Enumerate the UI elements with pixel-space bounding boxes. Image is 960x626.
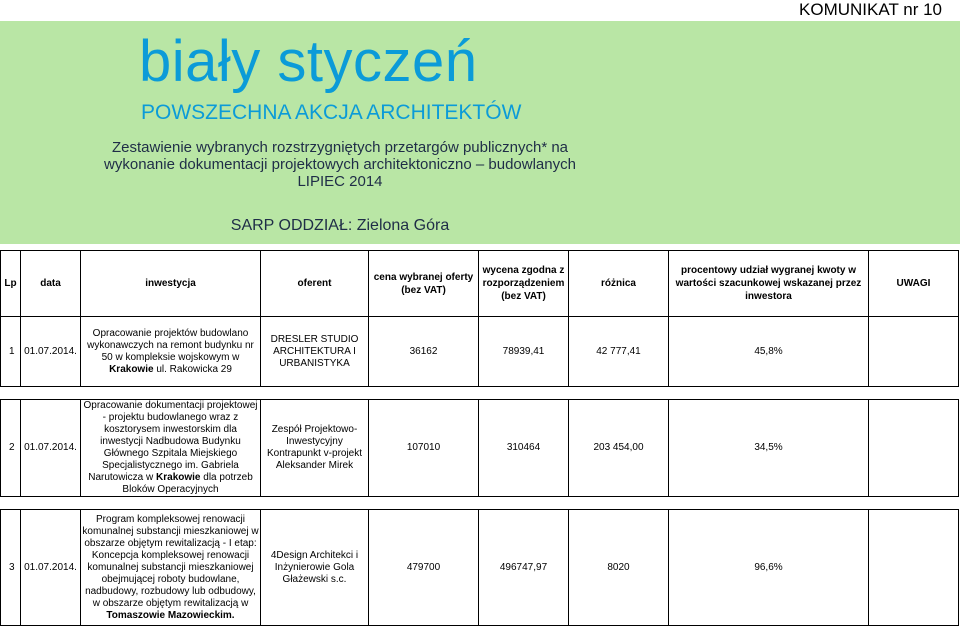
cell-date: 01.07.2014. (21, 317, 81, 387)
investment-text: Program kompleksowej renowacji komunalnej substancji mieszkaniowej w obszarze objętym rewitalizacją - I etap: Koncepcja kompleksowej renowacji komunalnej substancji mieszkaniowej obejmującej roboty budowlane, nadbudowy, rozbudowy lub odbudowy, w obszarze objętym rewitalizacją w (82, 513, 259, 609)
description-line: Zestawienie wybranych rozstrzygniętych przetargów publicznych* na (111, 139, 569, 156)
cell-lp: 2 (1, 400, 21, 497)
row-spacer (1, 497, 959, 510)
cell-estimate: 310464 (479, 400, 569, 497)
cell-price: 36162 (369, 317, 479, 387)
cell-price: 107010 (369, 400, 479, 497)
col-percent: procentowy udział wygranej kwoty w wartości szacunkowej wskazanej przez inwestora (669, 251, 869, 317)
description-line: LIPIEC 2014 (297, 173, 383, 190)
cell-percent: 96,6% (669, 510, 869, 626)
cell-estimate: 78939,41 (479, 317, 569, 387)
row-spacer (1, 387, 959, 400)
col-estimate: wycena zgodna z rozporządzeniem (bez VAT) (479, 251, 569, 317)
branch-title: SARP ODDZIAŁ: Zielona Góra (230, 217, 450, 234)
investment-city: Tomaszowie Mazowieckim. (106, 609, 235, 621)
campaign-title: biały styczeń (139, 29, 478, 94)
investment-text: ul. Rakowicka 29 (153, 363, 232, 375)
cell-percent: 45,8% (669, 317, 869, 387)
cell-diff: 8020 (569, 510, 669, 626)
cell-investment (81, 510, 261, 626)
cell-notes (869, 317, 959, 387)
table-row (1, 400, 959, 497)
cell-date: 01.07.2014. (21, 400, 81, 497)
komunikat-label: KOMUNIKAT nr 10 (799, 0, 942, 19)
cell-bidder: DRESLER STUDIO ARCHITEKTURA I URBANISTYKA (261, 317, 369, 387)
investment-city: Krakowie (109, 363, 154, 375)
cell-investment (81, 317, 261, 387)
cell-investment (81, 400, 261, 497)
investment-text: Opracowanie projektów budowlano wykonawczych na remont budynku nr 50 w kompleksie wojskowym w (87, 327, 254, 363)
col-investment: inwestycja (81, 251, 261, 317)
campaign-subtitle: POWSZECHNA AKCJA ARCHITEKTÓW (141, 101, 522, 124)
cell-diff: 203 454,00 (569, 400, 669, 497)
col-notes: UWAGI (869, 251, 959, 317)
investment-text: dla potrzeb Bloków Operacyjnych (122, 472, 253, 495)
col-bidder: oferent (261, 251, 369, 317)
investment-city: Krakowie (156, 472, 201, 483)
cell-notes (869, 400, 959, 497)
cell-bidder: 4Design Architekci i Inżynierowie Gola Głażewski s.c. (261, 510, 369, 626)
cell-price: 479700 (369, 510, 479, 626)
cell-lp: 1 (1, 317, 21, 387)
cell-date: 01.07.2014. (21, 510, 81, 626)
col-date: data (21, 251, 81, 317)
cell-percent: 34,5% (669, 400, 869, 497)
col-lp: Lp (1, 251, 21, 317)
results-table (0, 250, 959, 626)
col-price: cena wybranej oferty (bez VAT) (369, 251, 479, 317)
investment-text: Opracowanie dokumentacji projektowej - projektu budowlanego wraz z kosztorysem inwestorskim dla inwestycji Nadbudowa Budynku Głównego Szpitala Miejskiego Specjalistycznego im. Gabriela Narutowicza w (83, 400, 258, 483)
cell-notes (869, 510, 959, 626)
cell-bidder: Zespół Projektowo-Inwestycyjny Kontrapunkt v-projekt Aleksander Mirek (261, 400, 369, 497)
cell-estimate: 496747,97 (479, 510, 569, 626)
description-line: wykonanie dokumentacji projektowych architektoniczno – budowlanych (104, 156, 576, 173)
cell-diff: 42 777,41 (569, 317, 669, 387)
table-row (1, 510, 959, 626)
cell-lp: 3 (1, 510, 21, 626)
header-row (1, 251, 959, 317)
table-row (1, 317, 959, 387)
description (0, 139, 680, 190)
col-diff: różnica (569, 251, 669, 317)
